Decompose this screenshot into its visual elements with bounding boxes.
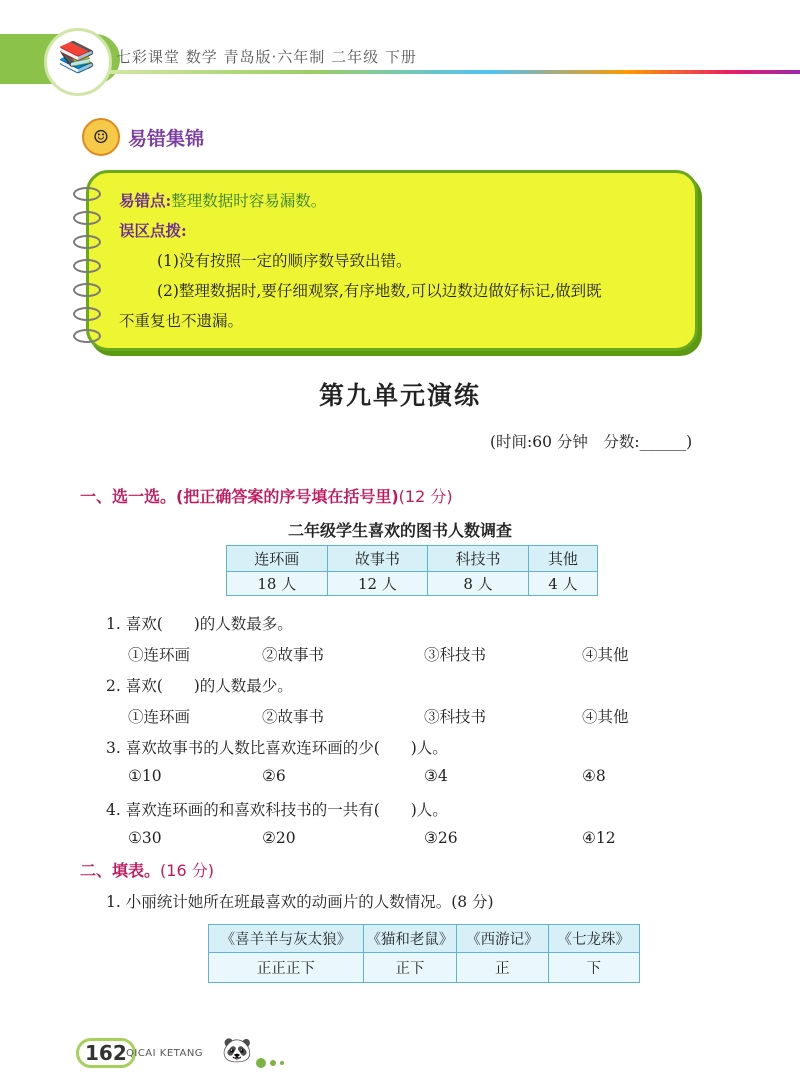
section-1-heading: [80, 484, 453, 507]
section-badge-title: 易错集锦: [128, 127, 205, 150]
option: ③26: [424, 829, 458, 847]
footer-mascot-icon: 🐼: [222, 1036, 252, 1064]
spiral-ring-icon: [73, 259, 101, 273]
section-2-question-1: 1. 小丽统计她所在班最喜欢的动画片的人数情况。(8 分): [106, 893, 494, 911]
spiral-ring-icon: [73, 307, 101, 321]
dot-icon: [270, 1060, 276, 1066]
section-1-title: 一、选一选。(把正确答案的序号填在括号里): [80, 487, 399, 506]
option: ③科技书: [424, 708, 487, 726]
time-score-line: (时间:60 分钟 分数:______): [490, 433, 693, 451]
option: ②故事书: [262, 708, 325, 726]
spiral-ring-icon: [73, 211, 101, 225]
question-1: 1. 喜欢( )的人数最多。: [106, 615, 293, 633]
table-value-cell: 4 人: [528, 572, 597, 596]
note-point-text: 整理数据时容易漏数。: [171, 192, 327, 210]
header-series-text: 七彩课堂 数学 青岛版·六年制 二年级 下册: [116, 48, 417, 66]
option: ②故事书: [262, 646, 325, 664]
table-1-title: 二年级学生喜欢的图书人数调查: [287, 521, 512, 540]
question-2: 2. 喜欢( )的人数最少。: [106, 677, 293, 695]
section-2-heading: [80, 858, 214, 881]
cartoon-face-icon: ☺: [82, 118, 120, 156]
header-rainbow-stripe: [108, 70, 800, 74]
option: ③科技书: [424, 646, 487, 664]
tally-cell: 正: [457, 953, 548, 983]
table-header-cell: 《喜羊羊与灰太狼》: [209, 925, 364, 953]
tally-cell: 正下: [363, 953, 456, 983]
cartoon-table: [208, 924, 640, 983]
question-3: 3. 喜欢故事书的人数比喜欢连环画的少( )人。: [106, 739, 448, 757]
note-point-label: 易错点:: [119, 191, 172, 210]
table-header-cell: 《七龙珠》: [548, 925, 639, 953]
footer-dots: [256, 1052, 288, 1071]
table-header-cell: 《猫和老鼠》: [363, 925, 456, 953]
option: ②20: [262, 829, 296, 847]
section-2-title: 二、填表。: [80, 861, 161, 880]
error-note-card: [86, 170, 698, 351]
table-value-cell: 8 人: [428, 572, 529, 596]
table-value-cell: 18 人: [227, 572, 328, 596]
page-header: [0, 34, 800, 84]
section-badge: [82, 118, 204, 156]
note-point-line: [119, 189, 326, 211]
page-number: 162: [76, 1038, 136, 1068]
table-header-cell: 科技书: [428, 546, 529, 572]
mascot-icon: 📚: [58, 40, 96, 75]
spiral-ring-icon: [73, 329, 101, 343]
option: ①连环画: [128, 708, 191, 726]
option: ③4: [424, 767, 448, 785]
note-tip-2: (2)整理数据时,要仔细观察,有序地数,可以边数边做好标记,做到既: [157, 282, 602, 300]
note-tip-1: (1)没有按照一定的顺序数导致出错。: [157, 252, 412, 270]
table-header-cell: 故事书: [327, 546, 428, 572]
option: ④12: [582, 829, 616, 847]
section-2-points: (16 分): [160, 861, 214, 880]
dot-icon: [280, 1061, 284, 1065]
table-header-cell: 连环画: [227, 546, 328, 572]
table-value-cell: 12 人: [327, 572, 428, 596]
table-header-cell: 《西游记》: [457, 925, 548, 953]
option: ①10: [128, 767, 162, 785]
tally-cell: 正正正下: [209, 953, 364, 983]
option: ④其他: [582, 708, 629, 726]
option: ①连环画: [128, 646, 191, 664]
tally-cell: 下: [548, 953, 639, 983]
note-tip-label: 误区点拨:: [119, 221, 187, 240]
spiral-ring-icon: [73, 283, 101, 297]
option: ④8: [582, 767, 606, 785]
option: ②6: [262, 767, 286, 785]
option: ①30: [128, 829, 162, 847]
note-tip-2-cont: 不重复也不遗漏。: [119, 312, 244, 330]
table-header-cell: 其他: [528, 546, 597, 572]
dot-icon: [256, 1058, 266, 1068]
question-4: 4. 喜欢连环画的和喜欢科技书的一共有( )人。: [106, 801, 448, 819]
spiral-ring-icon: [73, 235, 101, 249]
option: ④其他: [582, 646, 629, 664]
page-title: 第九单元演练: [318, 381, 481, 410]
spiral-ring-icon: [73, 187, 101, 201]
survey-table: [226, 545, 598, 596]
section-1-points: (12 分): [398, 487, 453, 506]
footer-brand: QICAI KETANG: [126, 1048, 204, 1059]
